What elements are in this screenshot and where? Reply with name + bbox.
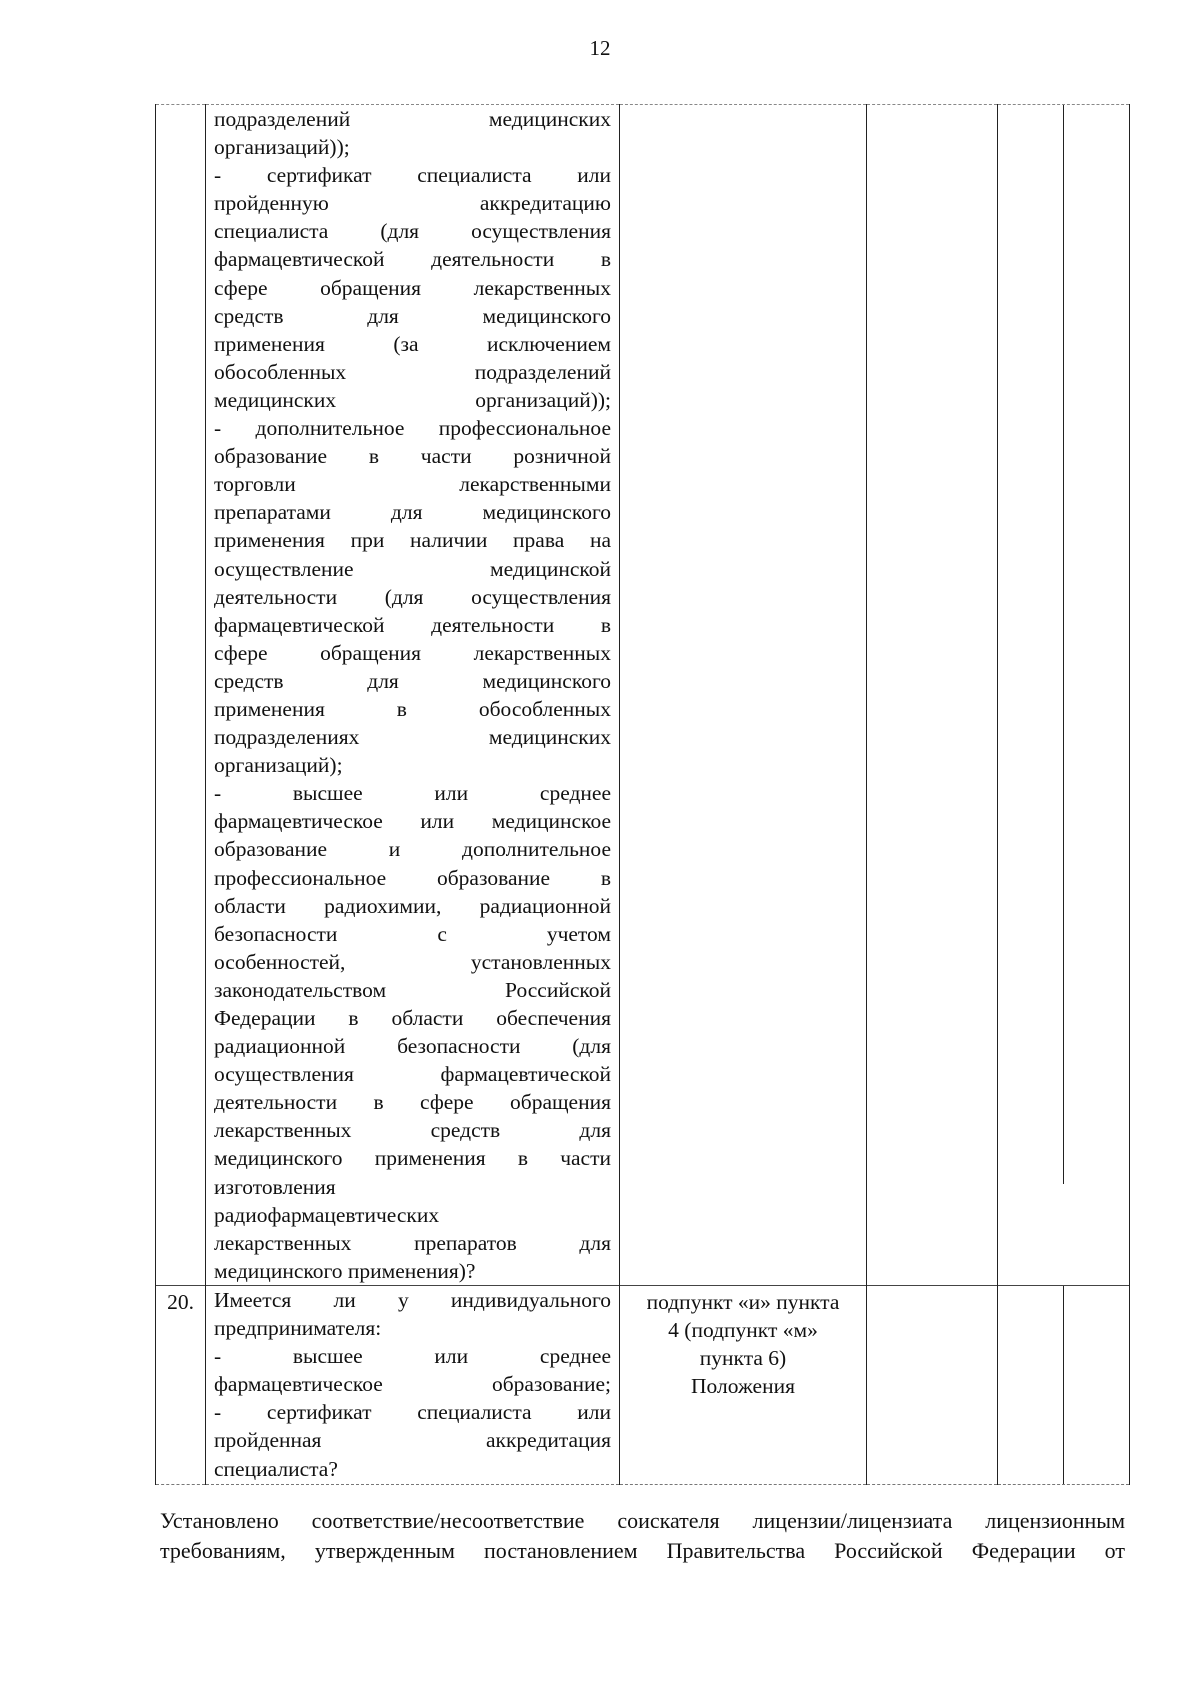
table-row xyxy=(156,105,1130,1286)
question-line: области радиохимии, радиационной xyxy=(214,893,611,918)
question-line: торговли лекарственными xyxy=(214,472,611,497)
reference-cell xyxy=(620,1285,867,1484)
reference-line: Положения xyxy=(691,1374,795,1399)
question-line: осуществления фармацевтической xyxy=(214,1062,611,1087)
answer-cell-no xyxy=(998,105,1064,1184)
question-line: средств для медицинского xyxy=(214,303,611,328)
question-line: препаратами для медицинского xyxy=(214,500,611,525)
reference-cell xyxy=(620,105,867,1286)
question-line: особенностей, установленных xyxy=(214,949,611,974)
question-line: - сертификат специалиста или xyxy=(214,1400,611,1425)
question-line: деятельности (для осуществления xyxy=(214,584,611,609)
question-line: изготовления xyxy=(214,1174,336,1199)
question-line: медицинского применения)? xyxy=(214,1258,476,1283)
question-line: радиационной безопасности (для xyxy=(214,1034,611,1059)
row-number xyxy=(156,105,206,1286)
conclusion-text: Установлено соответствие/несоответствие соискателя лицензии/лицензиата лицензионным требованиям, утвержденным постановлением Правительства Российской Федерации от xyxy=(160,1508,1125,1563)
question-line: фармацевтическое или медицинское xyxy=(214,809,611,834)
question-line: обособленных подразделений xyxy=(214,359,611,384)
question-line: пройденная аккредитация xyxy=(214,1428,611,1453)
question-line: медицинского применения в части xyxy=(214,1146,611,1171)
answer-cell-split xyxy=(998,1285,1130,1484)
page-number: 12 xyxy=(589,36,611,60)
question-line: организаций); xyxy=(214,753,343,778)
question-line: - высшее или среднее xyxy=(214,1344,611,1369)
row-number: 20. xyxy=(156,1285,206,1484)
question-text xyxy=(214,105,611,1285)
question-line: профессиональное образование в xyxy=(214,865,611,890)
question-text xyxy=(214,1286,611,1483)
question-line: подразделений медицинских xyxy=(214,107,611,131)
answer-cell-yes xyxy=(867,105,998,1286)
question-line: Федерации в области обеспечения xyxy=(214,1006,611,1030)
answer-cell-split xyxy=(998,105,1130,1286)
question-line: организаций)); xyxy=(214,135,350,160)
question-line: фармацевтическое образование; xyxy=(214,1372,611,1397)
reference-line: подпункт «и» пункта xyxy=(646,1289,840,1314)
question-line: лекарственных препаратов для xyxy=(214,1230,611,1255)
question-line: образование в части розничной xyxy=(214,444,611,469)
answer-cell-no xyxy=(998,1286,1064,1484)
question-line: образование и дополнительное xyxy=(214,837,611,862)
question-line: - сертификат специалиста или xyxy=(214,163,611,188)
question-line: фармацевтической деятельности в xyxy=(214,247,611,272)
question-line: применения (за исключением xyxy=(214,331,611,356)
question-line: деятельности в сфере обращения xyxy=(214,1090,611,1115)
question-line: подразделениях медицинских xyxy=(214,725,611,750)
checklist-table xyxy=(155,104,1130,1485)
question-line: медицинских организаций)); xyxy=(214,387,611,412)
reference-line: пункта 6) xyxy=(699,1346,787,1371)
answer-cell-yes xyxy=(867,1285,998,1484)
question-line: специалиста (для осуществления xyxy=(214,219,611,244)
question-line: средств для медицинского xyxy=(214,668,611,693)
question-line: осуществление медицинской xyxy=(214,556,611,581)
question-line: сфере обращения лекарственных xyxy=(214,275,611,300)
question-line: пройденную аккредитацию xyxy=(214,191,611,216)
question-line: законодательством Российской xyxy=(214,977,611,1002)
question-line: сфере обращения лекарственных xyxy=(214,640,611,665)
table-row xyxy=(156,1285,1130,1484)
question-line: радиофармацевтических xyxy=(214,1202,440,1227)
reference-line: 4 (подпункт «м» xyxy=(668,1318,818,1343)
question-line: лекарственных средств для xyxy=(214,1118,611,1143)
answer-cell-na xyxy=(1064,1286,1129,1484)
question-line: безопасности с учетом xyxy=(214,921,611,946)
question-line: применения в обособленных xyxy=(214,696,611,721)
answer-cell-na xyxy=(1064,105,1129,1184)
question-cell xyxy=(206,1285,620,1484)
question-line: специалиста? xyxy=(214,1456,338,1481)
question-line: Имеется ли у индивидуального xyxy=(214,1287,611,1312)
question-line: - дополнительное профессиональное xyxy=(214,416,611,441)
question-line: применения при наличии права на xyxy=(214,528,611,553)
reference-text xyxy=(626,1288,860,1400)
question-line: фармацевтической деятельности в xyxy=(214,612,611,637)
question-line: предпринимателя: xyxy=(214,1316,382,1341)
question-cell xyxy=(206,105,620,1286)
question-line: - высшее или среднее xyxy=(214,781,611,806)
